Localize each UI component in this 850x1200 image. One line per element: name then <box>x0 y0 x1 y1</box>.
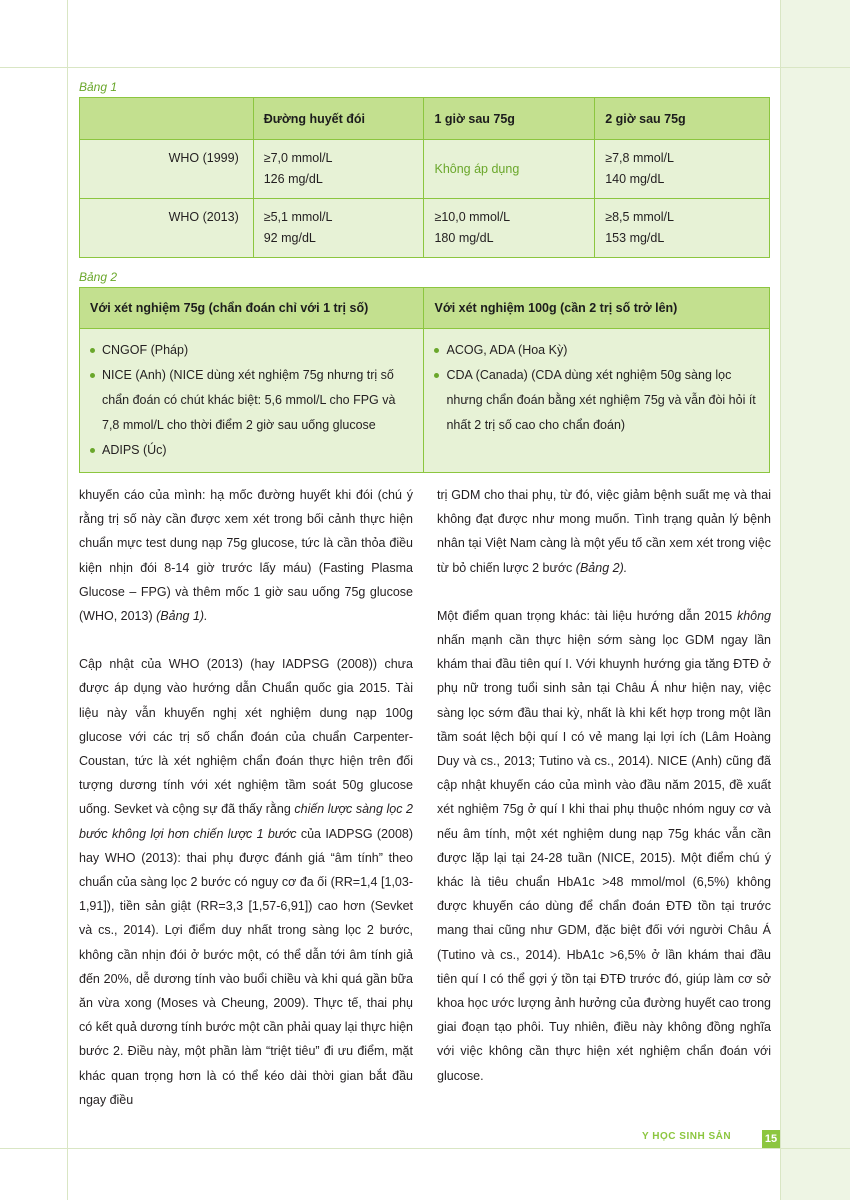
paragraph <box>79 652 413 1112</box>
table-reference: (Bảng 1). <box>156 609 208 624</box>
right-margin-band <box>780 0 850 1200</box>
cell-value: 92 mg/dL <box>263 231 316 245</box>
list-item-text: ACOG, ADA (Hoa Kỳ) <box>446 343 568 357</box>
table-1-header-empty <box>80 98 254 140</box>
not-applicable-cell: Không áp dụng <box>424 140 595 199</box>
cell-value: 126 mg/dL <box>263 172 323 186</box>
top-margin-line <box>0 67 850 68</box>
bullet-icon <box>90 373 95 378</box>
paragraph <box>79 483 413 628</box>
paragraph-text: nhấn mạnh cần thực hiện sớm sàng lọc GDM ngay lần khám thai đầu tiên quí I. Với khuynh hướng gia tăng ĐTĐ ở phụ nữ trong tuổi sinh sản tại Châu Á như hiện nay, việc sàng lọc sớm đầu thai kỳ, nhất là khi kết hợp trong một lần tầm soát lệch bội quí I có vẻ mang lại lợi ích (Lâm Hoàng Duy và cs., 2013; Tutino và cs., 2014). NICE (Anh) cũng đã cập nhật khuyến cáo của mình vào đầu năm 2015, đề xuất xét nghiệm 75g ở quí I khi thai phụ thuộc nhóm nguy cơ và nếu âm tính, một xét nghiệm dung nạp 75g khác vẫn cần được lặp lại tại 24-28 tuần (NICE, 2015). Một điểm chú ý khác là tiêu chuẩn HbA1c >48 mmol/mol (6,5%) không được khuyến cáo dùng để chẩn đoán ĐTĐ tồn tại trước mang thai cũng như GDM, đặc biệt đối với người Châu Á (Tutino và cs., 2014). HbA1c >6,5% ở lần khám thai đầu tiên quí I có thể gợi ý tồn tại ĐTĐ trước đó, giúp làm cơ sở khoa học ước lượng ảnh hưởng của đường huyết cao trong giai đoạn tạo phôi. Tuy nhiên, điều này không đồng nghĩa với việc không cần thực hiện xét nghiệm chẩn đoán với glucose. <box>437 633 771 1083</box>
table-row <box>80 199 770 258</box>
table-1-header-fasting: Đường huyết đói <box>253 98 424 140</box>
table-2-right-cell <box>424 329 770 473</box>
cell-value: ≥7,0 mmol/L <box>263 151 333 165</box>
cell-value: 180 mg/dL <box>434 231 494 245</box>
list-item <box>90 338 415 363</box>
cell-value: ≥7,8 mmol/L <box>605 151 674 165</box>
row-label-who-1999: WHO (1999) <box>80 140 254 199</box>
page-number: 15 <box>762 1130 780 1148</box>
table2-caption: Bảng 2 <box>79 270 118 284</box>
paragraph-text: khuyến cáo của mình: hạ mốc đường huyết khi đói (chú ý rằng trị số này cần được xem xét trong bối cảnh thực hiện chuẩn mực test dung nạp 75g glucose, tức là cần thỏa điều kiện nhịn đói 8-14 giờ trước lấy máu) (Fasting Plasma Glucose – FPG) và thêm mốc 1 giờ sau uống 75g glucose (WHO, 2013) <box>79 488 413 624</box>
paragraph-text: của IADPSG (2008) hay WHO (2013): thai phụ được đánh giá “âm tính” theo chuẩn của sàng lọc 2 bước có nguy cơ đa ối (RR=1,4 [1,03-1,91]), tiền sản giật (RR=3,3 [1,57-6,91]) cao hơn (Sevket và cs., 2014). Lợi điểm duy nhất trong sàng lọc 2 bước, không cần nhịn đói ở bước một, có thể dẫn tới âm tính giả đến 20%, dễ dương tính vào buổi chiều và khi quá gần bữa ăn vừa xong (Moses và Cheung, 2009). Thực tế, thai phụ có kết quả dương tính bước một cần phải quay lại thực hiện bước 2. Điều này, một phần làm “triệt tiêu” đi ưu điểm, mặt khác quan trọng hơn là có thể kéo dài thời gian bắt đầu ngay điều <box>79 826 414 1107</box>
bottom-margin-line <box>0 1148 850 1149</box>
bullet-list <box>90 338 415 463</box>
table-2 <box>79 287 770 473</box>
table-1-header-1h: 1 giờ sau 75g <box>424 98 595 140</box>
row-label-who-2013: WHO (2013) <box>80 199 254 258</box>
list-item-text: CDA (Canada) (CDA dùng xét nghiệm 50g sàng lọc nhưng chẩn đoán bằng xét nghiệm 75g và vẫn đòi hỏi ít nhất 2 trị số cao cho chẩn đoán) <box>446 368 756 432</box>
bullet-list <box>434 338 761 438</box>
right-column <box>437 483 771 1088</box>
list-item-text: CNGOF (Pháp) <box>102 343 189 357</box>
right-margin-line <box>780 0 781 1200</box>
table-2-header-75g: Với xét nghiệm 75g (chẩn đoán chỉ với 1 trị số) <box>80 288 424 329</box>
table-row <box>80 329 770 473</box>
paragraph <box>437 483 771 580</box>
table-2-left-cell <box>80 329 424 473</box>
list-item-text: NICE (Anh) (NICE dùng xét nghiệm 75g nhưng trị số chẩn đoán có chút khác biệt: 5,6 mmol/L cho FPG và 7,8 mmol/L cho thời điểm 2 giờ sau uống glucose <box>102 368 396 432</box>
emphasis-text: chiến lược sàng lọc 2 bước không lợi hơn chiến lược 1 bước <box>79 802 413 841</box>
cell-value: 153 mg/dL <box>605 231 665 245</box>
paragraph-text: Một điểm quan trọng khác: tài liệu hướng dẫn 2015 <box>437 608 733 623</box>
cell-value: 140 mg/dL <box>605 172 665 186</box>
cell-value: ≥8,5 mmol/L <box>605 210 674 224</box>
emphasis-text: không <box>736 608 771 623</box>
journal-name: Y HỌC SINH SẢN <box>642 1131 732 1142</box>
table-cell <box>595 140 770 199</box>
table-cell <box>253 199 424 258</box>
paragraph <box>437 604 771 1088</box>
list-item <box>434 338 761 363</box>
table-1 <box>79 97 770 258</box>
table-cell <box>424 199 595 258</box>
table1-caption: Bảng 1 <box>79 80 118 94</box>
table-cell <box>595 199 770 258</box>
list-item <box>90 438 415 463</box>
bullet-icon <box>434 348 439 353</box>
bullet-icon <box>90 448 95 453</box>
paragraph-text: trị GDM cho thai phụ, từ đó, việc giảm bệnh suất mẹ và thai không đạt được như mong muốn. Tình trạng quản lý bệnh nhân tại Việt Nam càng là một yếu tố cần xem xét trong việc từ bỏ chiến lược 2 bước <box>437 488 771 575</box>
bullet-icon <box>90 348 95 353</box>
table-cell <box>253 140 424 199</box>
list-item <box>434 363 761 438</box>
paragraph-text: Cập nhật của WHO (2013) (hay IADPSG (2008)) chưa được áp dụng vào hướng dẫn Chuẩn quốc gia 2015. Tài liệu này vẫn khuyến nghị xét nghiệm dung nạp 100g glucose với các trị số chẩn đoán của chuẩn Carpenter-Coustan, tức là xét nghiệm chẩn đoán thực hiện trên đối tượng dương tính với xét nghiệm tầm soát 50g glucose uống. Sevket và cộng sự đã thấy rằng <box>79 657 413 817</box>
list-item <box>90 363 415 438</box>
table-2-header-row <box>80 288 770 329</box>
table-1-header-2h: 2 giờ sau 75g <box>595 98 770 140</box>
bullet-icon <box>434 373 439 378</box>
table-reference: (Bảng 2). <box>575 560 628 575</box>
cell-value: ≥5,1 mmol/L <box>263 210 333 224</box>
left-column <box>79 483 413 1112</box>
table-1-header-row <box>80 98 770 140</box>
left-margin-line <box>67 0 68 1200</box>
list-item-text: ADIPS (Úc) <box>102 443 167 457</box>
table-2-header-100g: Với xét nghiệm 100g (cần 2 trị số trở lên) <box>424 288 770 329</box>
table-row <box>80 140 770 199</box>
cell-value: ≥10,0 mmol/L <box>434 210 511 224</box>
